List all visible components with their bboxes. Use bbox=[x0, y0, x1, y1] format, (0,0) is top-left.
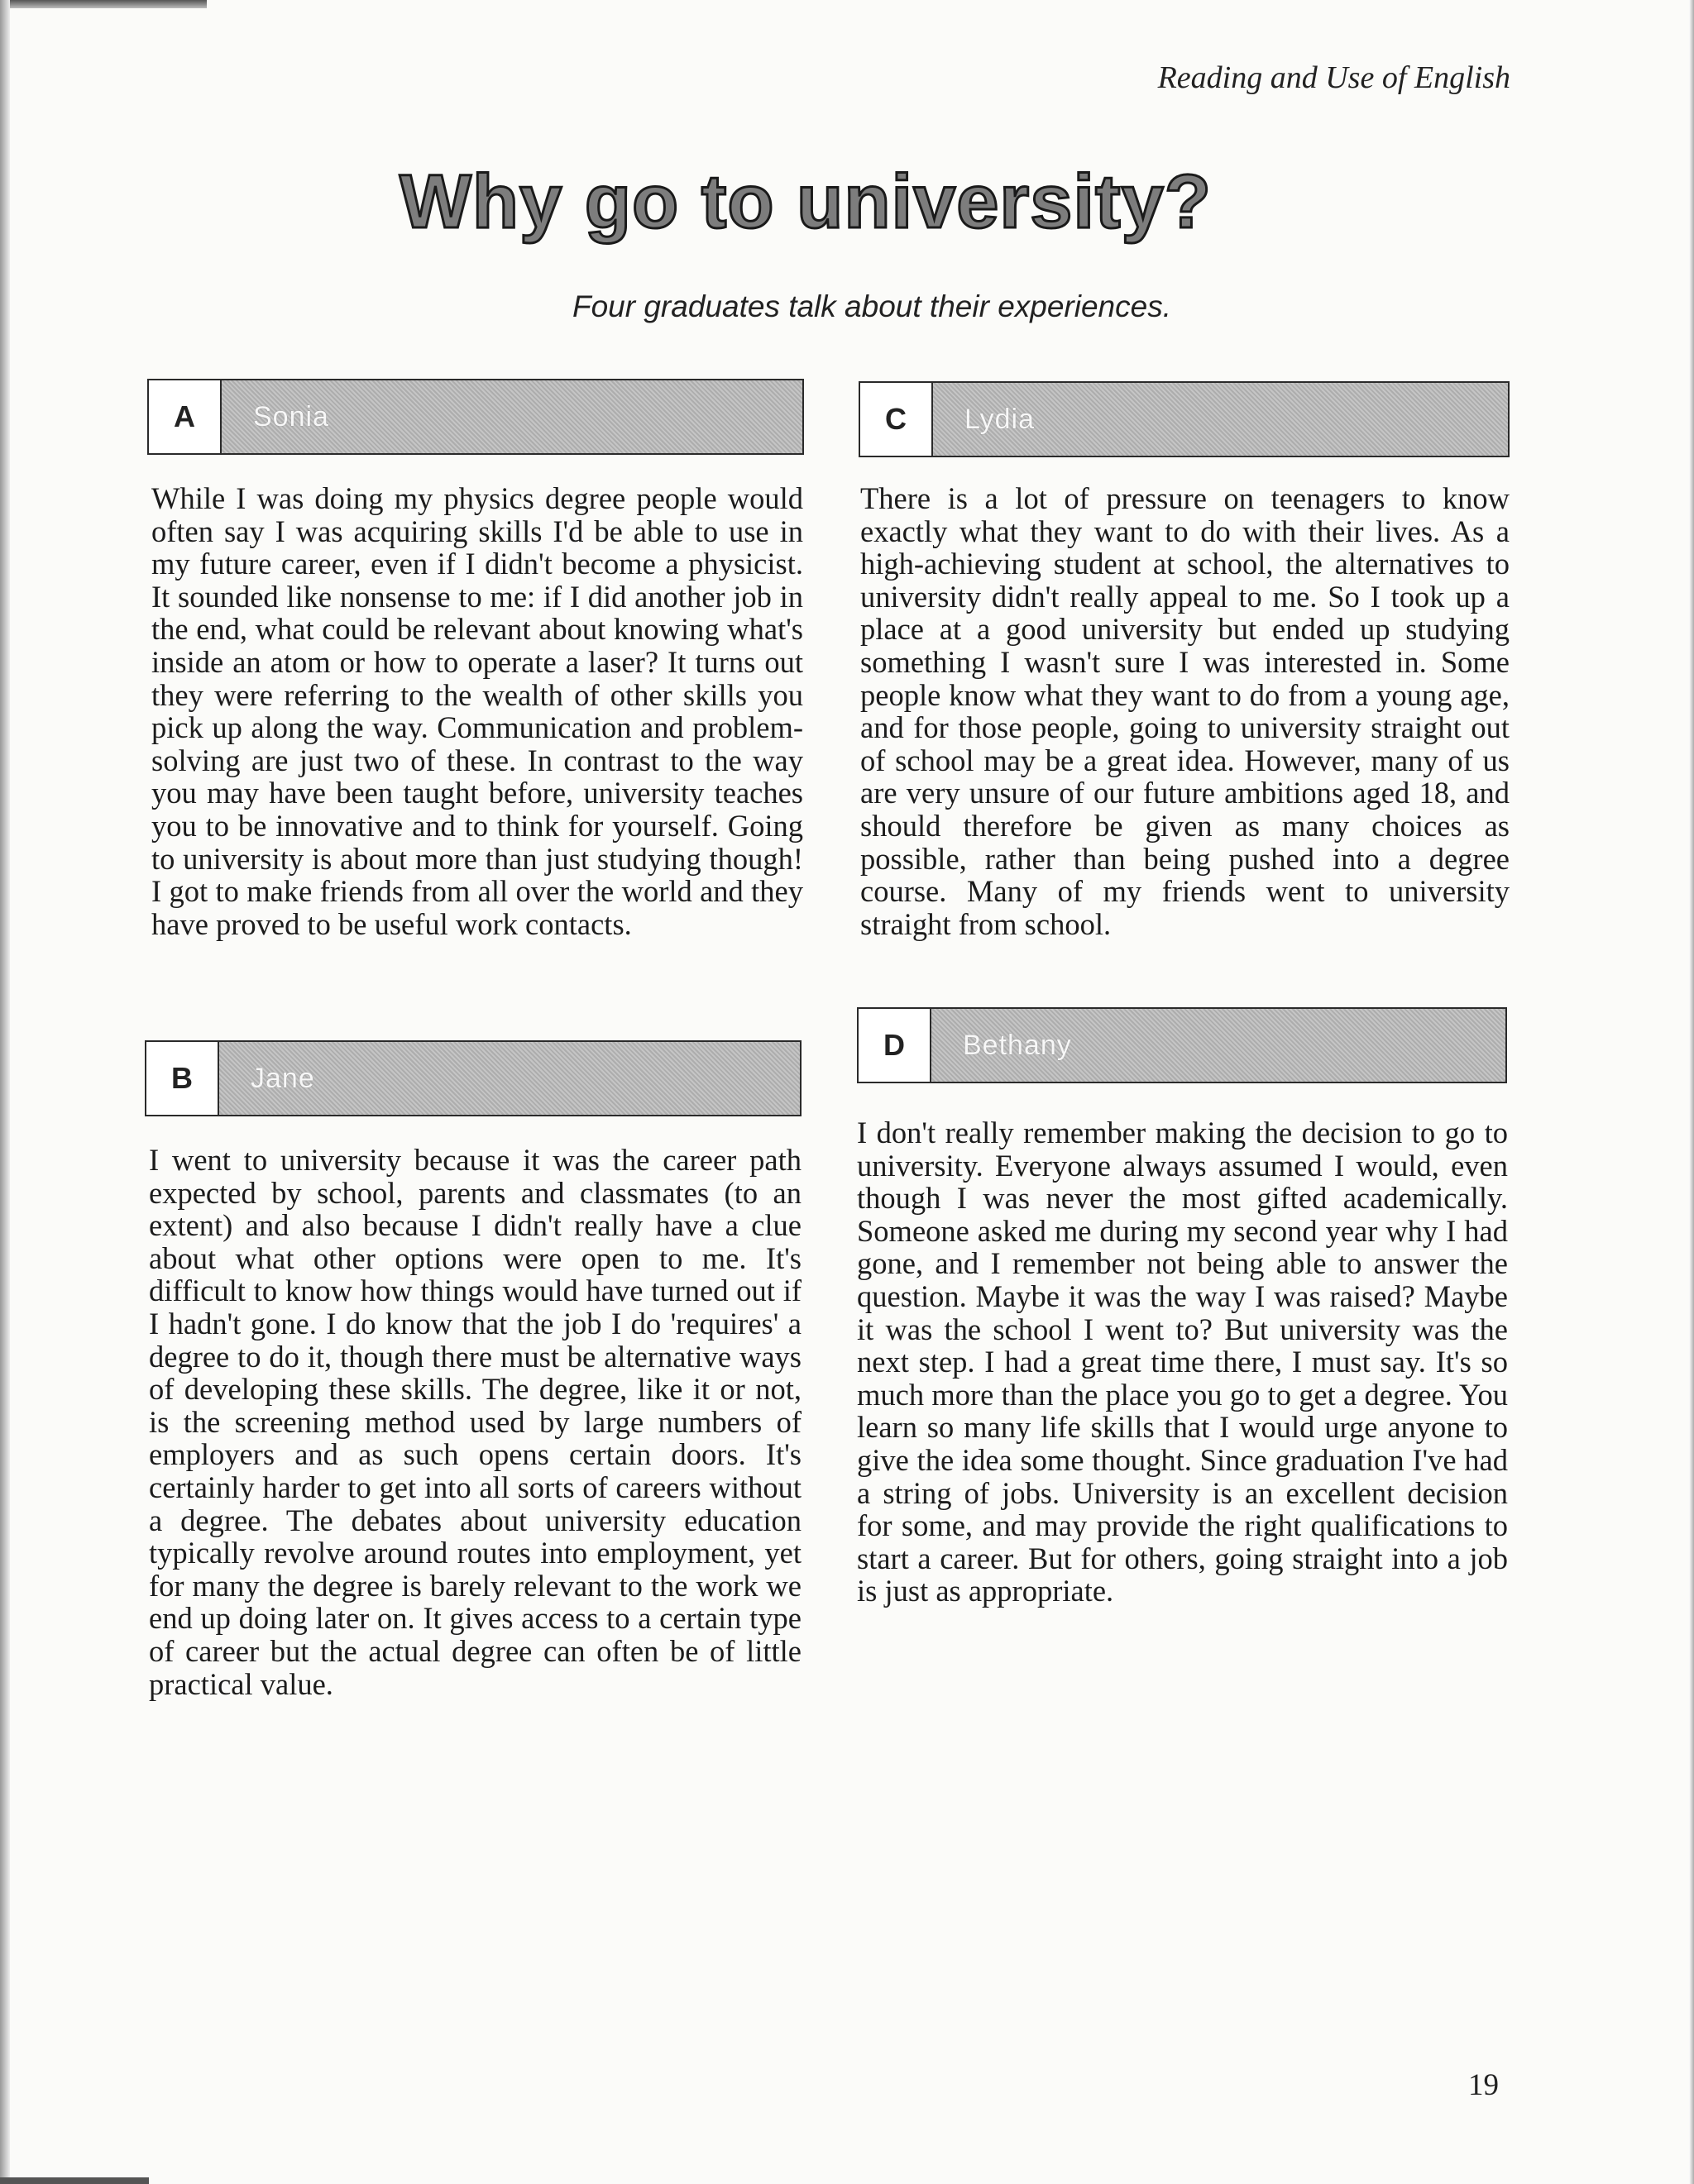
section-name: Bethany bbox=[931, 1009, 1505, 1082]
section-b-header bbox=[145, 1040, 802, 1116]
section-letter: B bbox=[146, 1042, 219, 1115]
section-a-text: While I was doing my physics degree people would often say I was acquiring skills I'd be able to use in my future career, even if I didn't become a physicist. It sounded like nonsense to me: if I did another job in the end, what could be relevant about knowing what's inside an atom or how to operate a laser? It turns out they were referring to the wealth of other skills you pick up along the way. Communication and problem-solving are just two of these. In contrast to the way you may have been taught before, university teaches you to be innovative and to think for yourself. Going to university is about more than just studying though! I got to make friends from all over the world and they have proved to be useful work contacts. bbox=[151, 481, 803, 941]
scan-edge-right bbox=[1689, 0, 1694, 2184]
section-letter: A bbox=[149, 380, 222, 453]
page-subtitle: Four graduates talk about their experiences. bbox=[572, 289, 1171, 323]
section-name: Jane bbox=[219, 1042, 800, 1115]
section-b-text: I went to university because it was the career path expected by school, parents and classmates (to an extent) and also because I didn't really have a clue about what other options were open to me. It's difficult to know how things would have turned out if I hadn't gone. I do know that the job I do 'requires' a degree to do it, though there must be alternative ways of developing these skills. The degree, like it or not, is the screening method used by large numbers of employers and as such opens certain doors. It's certainly harder to get into all sorts of careers without a degree. The debates about university education typically revolve around routes into employment, yet for many the degree is barely relevant to the work we end up doing later on. It gives access to a certain type of career but the actual degree can often be of little practical value. bbox=[149, 1143, 802, 1701]
section-c-text: There is a lot of pressure on teenagers to know exactly what they want to do with their lives. As a high-achieving student at school, the alternatives to university didn't really appeal to me. So I took up a place at a good university but ended up studying something I wasn't sure I was interested in. Some people know what they want to do from a young age, and for those people, going to university straight out of school may be a great idea. However, many of us are very unsure of our future ambitions aged 18, and should therefore be given as many choices as possible, rather than being pushed into a degree course. Many of my friends went to university straight from school. bbox=[860, 481, 1510, 941]
section-a-header bbox=[147, 379, 804, 455]
section-name: Lydia bbox=[933, 383, 1508, 456]
section-c-header bbox=[859, 381, 1510, 457]
scan-edge-top bbox=[0, 0, 207, 8]
page-title: Why go to university? bbox=[400, 160, 1212, 244]
section-d-text: I don't really remember making the decision to go to university. Everyone always assumed I would, even though I was never the most gifted academically. Someone asked me during my second year why I had gone, and I remember not being able to answer the question. Maybe it was the way I was raised? Maybe it was the school I went to? But university was the next step. I had a great time there, I must say. It's so much more than the place you go to get a degree. You learn so many life skills that I would urge anyone to give the idea some thought. Since graduation I've had a string of jobs. University is an excellent decision for some, and may provide the right qualifications to start a career. But for others, going straight into a job is just as appropriate. bbox=[857, 1116, 1508, 1608]
section-name: Sonia bbox=[222, 380, 802, 453]
running-head: Reading and Use of English bbox=[1157, 60, 1510, 95]
scan-edge-left bbox=[0, 0, 10, 2184]
scan-edge-bottom bbox=[0, 2177, 149, 2184]
section-letter: C bbox=[860, 383, 933, 456]
section-d-header bbox=[857, 1007, 1507, 1083]
section-letter: D bbox=[859, 1009, 931, 1082]
page-number: 19 bbox=[1468, 2068, 1499, 2102]
